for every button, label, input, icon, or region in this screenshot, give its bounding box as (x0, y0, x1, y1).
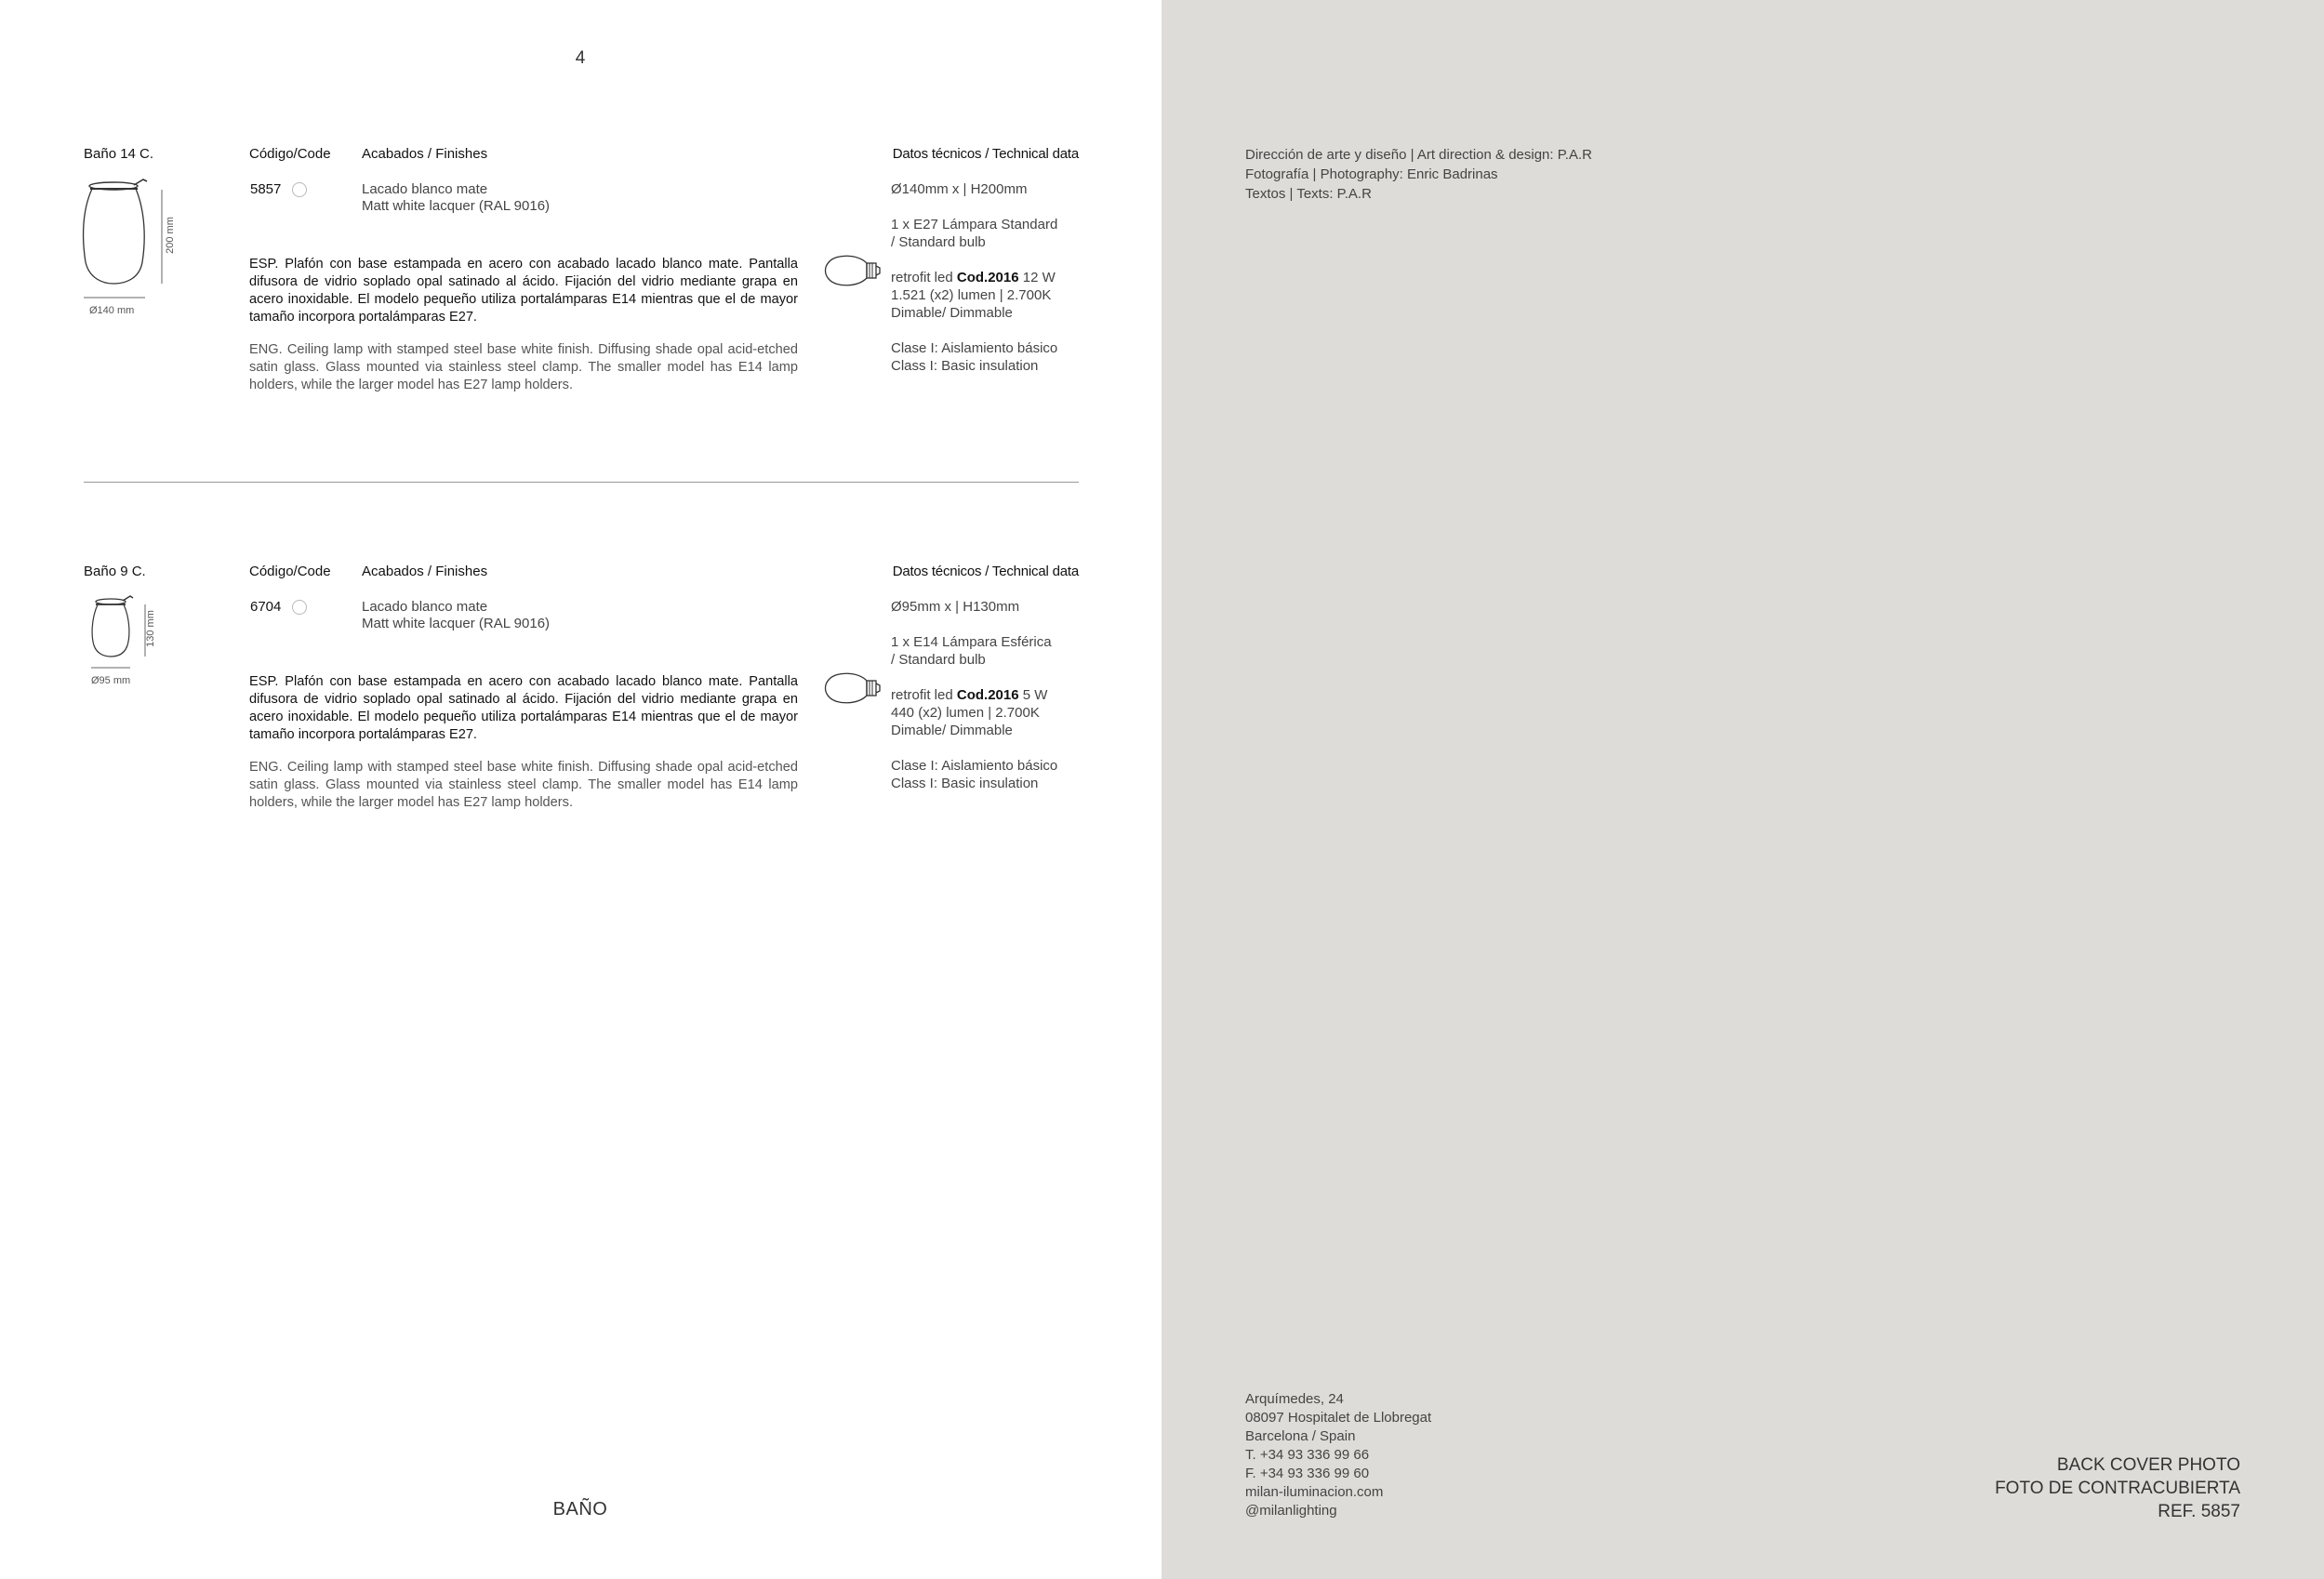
height-dimension: 200 mm (164, 217, 176, 254)
section-divider (84, 482, 1079, 483)
tech-bulb-type: 1 x E14 Lámpara Esférica (891, 634, 1052, 650)
credit-photography: Fotografía | Photography: Enric Badrinas (1245, 166, 1498, 182)
address-social[interactable]: @milanlighting (1245, 1503, 1337, 1519)
address-city: 08097 Hospitalet de Llobregat (1245, 1410, 1432, 1426)
led-prefix: retrofit led (891, 270, 957, 285)
description-spanish: ESP. Plafón con base estampada en acero con acabado lacado blanco mate. Pantalla difusora de vidrio soplado opal satinado al ácido. Fijación del vidrio mediante grapa en acero inoxidable. El modelo pequeño utiliza portalámparas E14 mientras que el de mayor tamaño incorpora portalámparas E27. (249, 674, 798, 742)
code-header: Código/Code (249, 146, 331, 162)
right-page (1162, 0, 2324, 1579)
led-code: Cod.2016 (956, 687, 1019, 703)
tech-header: Datos técnicos / Technical data (892, 146, 1079, 162)
company-address (1245, 1390, 1431, 1520)
credits (1245, 145, 1592, 204)
tech-bulb-type-en: / Standard bulb (891, 234, 986, 250)
tech-class-en: Class I: Basic insulation (891, 358, 1039, 374)
product-bano-9 (0, 564, 1162, 954)
tech-dimmable: Dimable/ Dimmable (891, 305, 1013, 321)
finishes-header: Acabados / Finishes (362, 564, 488, 579)
back-cover-line-es: FOTO DE CONTRACUBIERTA (1995, 1479, 2240, 1498)
tech-size: Ø95mm x | H130mm (891, 599, 1020, 615)
credit-design: Dirección de arte y diseño | Art direction & design: P.A.R (1245, 147, 1592, 163)
finish-english: Matt white lacquer (RAL 9016) (362, 616, 551, 631)
product-code: 5857 (250, 181, 282, 197)
finish-english: Matt white lacquer (RAL 9016) (362, 198, 551, 214)
tech-led (891, 269, 1056, 286)
address-street: Arquímedes, 24 (1245, 1391, 1344, 1407)
led-watt: 5 W (1018, 687, 1048, 703)
lamp-drawing (78, 591, 180, 698)
product-name: Baño 14 C. (84, 146, 154, 162)
lamp-drawing (78, 174, 180, 318)
product-code: 6704 (250, 599, 282, 615)
width-dimension: Ø95 mm (91, 675, 131, 686)
section-name: BAÑO (552, 1499, 608, 1519)
tech-class-es: Clase I: Aislamiento básico (891, 758, 1058, 774)
tech-lumen: 440 (x2) lumen | 2.700K (891, 705, 1040, 721)
tech-header: Datos técnicos / Technical data (892, 564, 1079, 579)
tech-dimmable: Dimable/ Dimmable (891, 723, 1013, 738)
back-cover-ref: REF. 5857 (2158, 1502, 2240, 1521)
led-watt: 12 W (1018, 270, 1056, 285)
code-header: Código/Code (249, 564, 331, 579)
description-english: ENG. Ceiling lamp with stamped steel base white finish. Diffusing shade opal acid-etched satin glass. Glass mounted via stainless steel clamp. The smaller model has E14 lamp holders, while the larger model has E27 lamp holders. (249, 760, 798, 810)
finish-swatch[interactable] (292, 182, 307, 197)
address-website[interactable]: milan-iluminacion.com (1245, 1484, 1384, 1500)
tech-led (891, 686, 1047, 704)
credit-texts: Textos | Texts: P.A.R (1245, 186, 1372, 202)
address-country: Barcelona / Spain (1245, 1428, 1356, 1444)
led-prefix: retrofit led (891, 687, 957, 703)
led-code: Cod.2016 (956, 270, 1019, 285)
address-fax: F. +34 93 336 99 60 (1245, 1466, 1370, 1481)
back-cover-line-en: BACK COVER PHOTO (2056, 1455, 2240, 1475)
width-dimension: Ø140 mm (89, 305, 135, 316)
page-number: 4 (575, 48, 586, 68)
height-dimension: 130 mm (144, 610, 156, 647)
product-bano-14 (0, 146, 1162, 537)
tech-bulb-type: 1 x E27 Lámpara Standard (891, 217, 1058, 232)
tech-size: Ø140mm x | H200mm (891, 181, 1028, 197)
back-cover-caption (1995, 1453, 2240, 1523)
address-phone: T. +34 93 336 99 66 (1245, 1447, 1370, 1463)
tech-lumen: 1.521 (x2) lumen | 2.700K (891, 287, 1052, 303)
finish-swatch[interactable] (292, 600, 307, 615)
tech-bulb-type-en: / Standard bulb (891, 652, 986, 668)
description-english: ENG. Ceiling lamp with stamped steel base white finish. Diffusing shade opal acid-etched satin glass. Glass mounted via stainless steel clamp. The smaller model has E14 lamp holders, while the larger model has E27 lamp holders. (249, 342, 798, 392)
finishes-header: Acabados / Finishes (362, 146, 488, 162)
led-bulb-icon (822, 670, 889, 707)
product-name: Baño 9 C. (84, 564, 146, 579)
tech-class-es: Clase I: Aislamiento básico (891, 340, 1058, 356)
description-spanish: ESP. Plafón con base estampada en acero con acabado lacado blanco mate. Pantalla difusora de vidrio soplado opal satinado al ácido. Fijación del vidrio mediante grapa en acero inoxidable. El modelo pequeño utiliza portalámparas E14 mientras que el de mayor tamaño incorpora portalámparas E27. (249, 257, 798, 325)
led-bulb-icon (822, 252, 889, 289)
finish-spanish: Lacado blanco mate (362, 599, 488, 615)
finish-spanish: Lacado blanco mate (362, 181, 488, 197)
tech-class-en: Class I: Basic insulation (891, 776, 1039, 791)
